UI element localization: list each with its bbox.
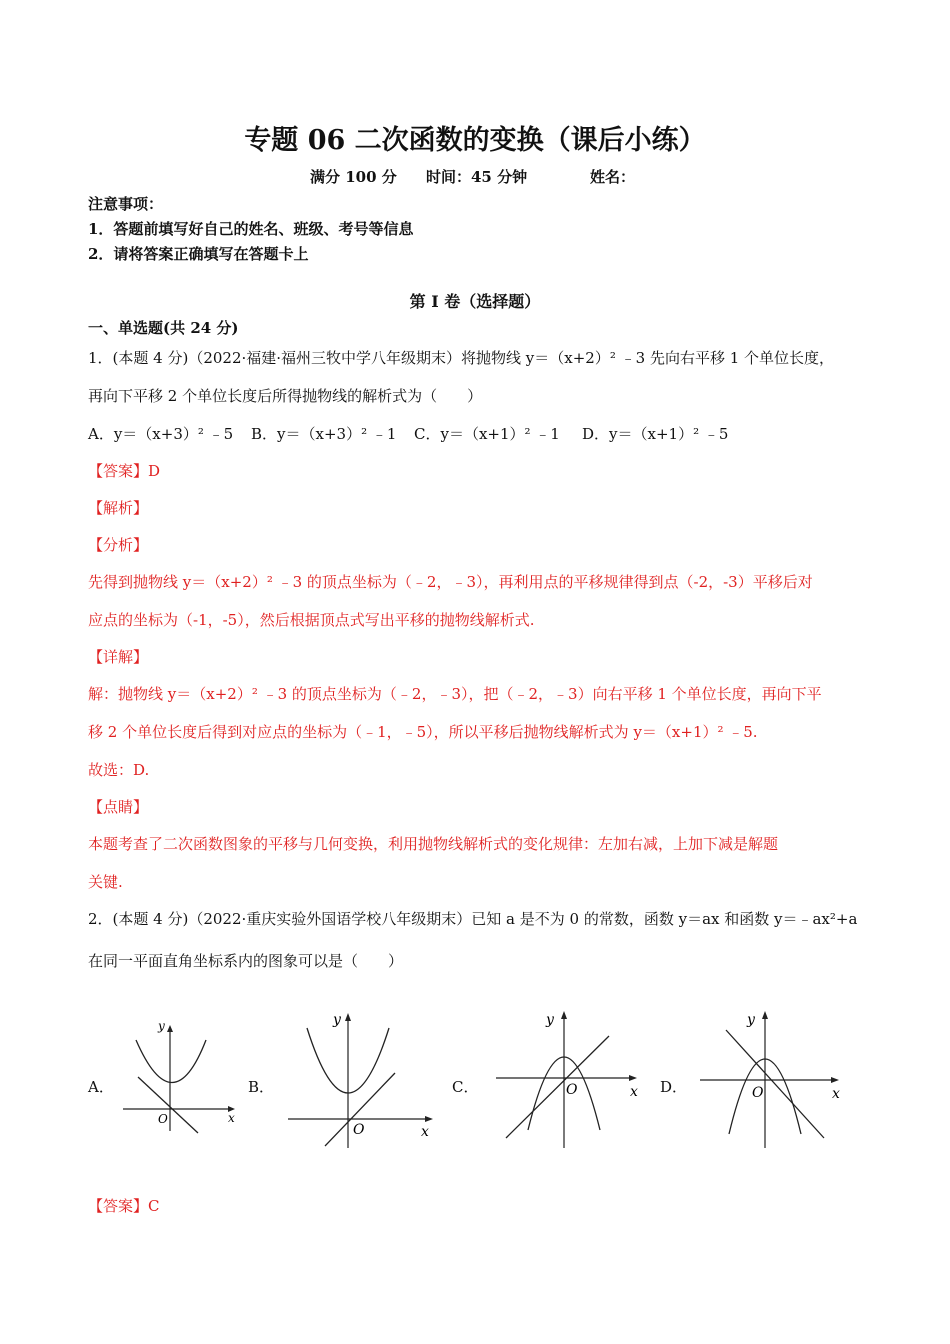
section-title: 一、单选题(共 24 分) — [88, 319, 239, 337]
line-y-ax — [726, 1030, 824, 1138]
q1-dianjing-tag: 【点睛】 — [88, 798, 149, 816]
q1-conclusion: 故选：D. — [88, 761, 150, 779]
q1-dianjing-line2: 关键. — [88, 873, 123, 891]
name-field-label: 姓名： — [590, 168, 636, 186]
q1-xiangjie-line1: 解：抛物线 y＝（x+2）² ﹣3 的顶点坐标为（﹣2，﹣3），把（﹣2，﹣3）向右平移 1 个单位长度，再向下平 — [88, 685, 822, 703]
origin-label: O — [353, 1122, 365, 1138]
q1-option-a: A．y＝（x+3）² ﹣5 — [88, 425, 234, 443]
q2-stem-line1: 2．(本题 4 分)（2022·重庆实验外国语学校八年级期末）已知 a 是不为 0 的常数，函数 y＝ax 和函数 y＝﹣ax²+a — [88, 910, 858, 928]
time-limit: 时间：45 分钟 — [426, 168, 528, 186]
volume-title: 第 I 卷（选择题） — [409, 292, 541, 311]
y-axis-label: y — [747, 1012, 755, 1028]
q1-xiangjie-tag: 【详解】 — [88, 648, 149, 666]
q1-fenxi-tag: 【分析】 — [88, 536, 149, 554]
q2-option-d-label: D． — [660, 1078, 688, 1096]
q2-option-c-label: C． — [452, 1078, 479, 1096]
q1-fenxi-line2: 应点的坐标为（-1，-5），然后根据顶点式写出平移的抛物线解析式. — [88, 611, 535, 629]
line-y-ax — [506, 1036, 609, 1138]
origin-label: O — [752, 1085, 764, 1101]
full-score: 满分 100 分 — [310, 168, 397, 186]
notice-heading: 注意事项： — [88, 195, 164, 213]
origin-label: O — [566, 1082, 578, 1098]
q1-option-c: C．y＝（x+1）² ﹣1 — [414, 425, 560, 443]
q1-fenxi-line1: 先得到抛物线 y＝（x+2）² ﹣3 的顶点坐标为（﹣2，﹣3），再利用点的平移规律得到点（-2，-3）平移后对 — [88, 573, 813, 591]
q1-xiangjie-line2: 移 2 个单位长度后得到对应点的坐标为（﹣1，﹣5），所以平移后抛物线解析式为 y＝（x+1）² ﹣5. — [88, 723, 758, 741]
q1-jiexi-tag: 【解析】 — [88, 499, 149, 517]
parabola-curve — [136, 1040, 206, 1083]
notice-item-2: 2．请将答案正确填写在答题卡上 — [88, 245, 309, 263]
q2-graph-d — [698, 1008, 848, 1153]
q2-stem-line2: 在同一平面直角坐标系内的图象可以是（ ） — [88, 952, 404, 970]
y-axis-label: y — [333, 1012, 341, 1028]
q2-option-b-label: B． — [248, 1078, 275, 1096]
notice-item-1: 1．答题前填写好自己的姓名、班级、考号等信息 — [88, 220, 414, 238]
y-axis-label: y — [546, 1012, 554, 1028]
page-title: 专题 06 二次函数的变换（课后小练） — [244, 125, 706, 156]
q2-answer: 【答案】C — [88, 1197, 160, 1215]
q1-option-b: B．y＝（x+3）² ﹣1 — [251, 425, 397, 443]
q1-stem-line2: 再向下平移 2 个单位长度后所得抛物线的解析式为（ ） — [88, 387, 483, 405]
q1-option-d: D．y＝（x+1）² ﹣5 — [582, 425, 729, 443]
x-axis-label: x — [421, 1124, 429, 1140]
q1-stem-line1: 1．(本题 4 分)（2022·福建·福州三牧中学八年级期末）将抛物线 y＝（x+2）² ﹣3 先向右平移 1 个单位长度， — [88, 349, 835, 367]
q1-dianjing-line1: 本题考查了二次函数图象的平移与几何变换，利用抛物线解析式的变化规律：左加右减，上加下减是解题 — [88, 835, 779, 853]
x-axis-label: x — [630, 1084, 638, 1100]
q2-graph-b — [285, 1008, 440, 1153]
x-axis-label: x — [228, 1111, 235, 1125]
line-y-ax — [138, 1077, 198, 1133]
q1-answer: 【答案】D — [88, 462, 161, 480]
q2-option-a-label: A． — [88, 1078, 114, 1096]
x-axis-label: x — [832, 1086, 840, 1102]
y-axis-label: y — [158, 1019, 165, 1033]
q2-graph-c — [494, 1008, 644, 1153]
q2-graph-a — [118, 1015, 243, 1135]
origin-label: O — [158, 1112, 168, 1126]
